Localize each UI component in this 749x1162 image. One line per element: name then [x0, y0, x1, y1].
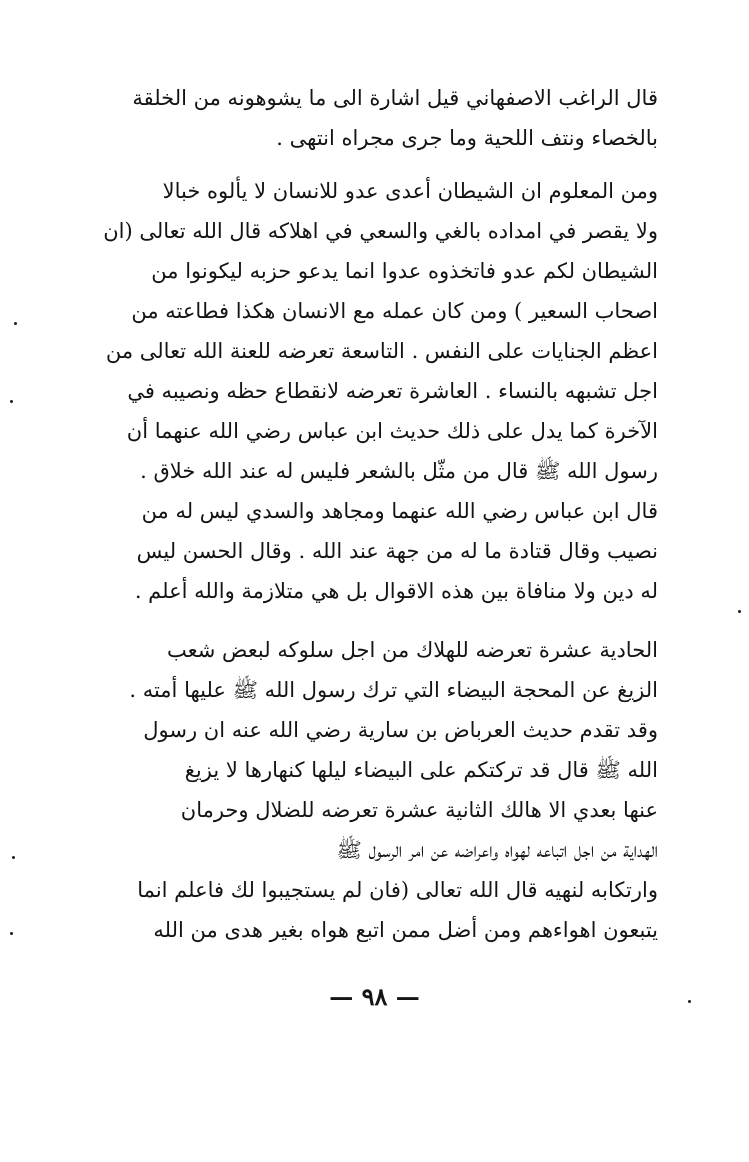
text-line: الحادية عشرة تعرضه للهلاك من اجل سلوكه لبعض شعب — [167, 638, 658, 662]
text-line: وارتكابه لنهيه قال الله تعالى (فان لم يستجيبوا لك فاعلم انما — [137, 878, 658, 902]
text-line: قال ابن عباس رضي الله عنهما ومجاهد والسدي ليس له من — [141, 499, 658, 523]
text-line: الزيغ عن المحجة البيضاء التي ترك رسول الله ﷺ عليها أمته . — [129, 678, 658, 702]
text-line: يتبعون اهواءهم ومن أضل ممن اتبع هواه بغير هدى من الله — [153, 918, 658, 942]
text-line: نصيب وقال قتادة ما له من جهة عند الله . وقال الحسن ليس — [136, 539, 658, 563]
page-number: — ٩٨ — — [329, 982, 420, 1011]
text-line: اعظم الجنايات على النفس . التاسعة تعرضه للعنة الله تعالى من — [105, 339, 658, 363]
text-line: عنها بعدي الا هالك الثانية عشرة تعرضه للضلال وحرمان — [180, 798, 658, 822]
margin-speck — [738, 610, 741, 613]
paragraph-2 — [96, 171, 658, 611]
text-line: اصحاب السعير ) ومن كان عمله مع الانسان هكذا فطاعته من — [131, 299, 658, 323]
text-line: له دين ولا منافاة بين هذه الاقوال بل هي متلازمة والله أعلم . — [134, 579, 658, 603]
text-line: وقد تقدم حديث العرباض بن سارية رضي الله عنه ان رسول — [143, 718, 658, 742]
margin-speck — [10, 400, 13, 403]
text-line: بالخصاء ونتف اللحية وما جرى مجراه انتهى . — [276, 126, 658, 150]
text-line: ومن المعلوم ان الشيطان أعدى عدو للانسان لا يألوه خبالا — [162, 179, 658, 203]
text-line: الله ﷺ قال قد تركتكم على البيضاء ليلها كنهارها لا يزيغ — [184, 758, 658, 782]
text-line: رسول الله ﷺ قال من مثّل بالشعر فليس له عند الله خلاق . — [140, 459, 658, 483]
margin-speck — [688, 1000, 691, 1003]
margin-speck — [14, 322, 17, 325]
margin-speck — [10, 932, 13, 935]
text-line: ولا يقصر في امداده بالغي والسعي في اهلاكه قال الله تعالى (ان — [103, 219, 658, 243]
margin-speck — [12, 856, 15, 859]
text-line: الآخرة كما يدل على ذلك حديث ابن عباس رضي الله عنهما أن — [126, 419, 658, 443]
paragraph-1 — [96, 78, 658, 158]
paragraph-3 — [96, 630, 658, 950]
text-line: الشيطان لكم عدو فاتخذوه عدوا انما يدعو حزبه ليكونوا من — [151, 259, 658, 283]
text-line: الهداية من اجل اتباعه لهواه واعراضه عن امر الرسول ﷺ — [336, 838, 658, 862]
text-line: قال الراغب الاصفهاني قيل اشارة الى ما يشوهونه من الخلقة — [132, 86, 658, 110]
text-line: اجل تشبهه بالنساء . العاشرة تعرضه لانقطاع حظه ونصيبه في — [127, 379, 658, 403]
